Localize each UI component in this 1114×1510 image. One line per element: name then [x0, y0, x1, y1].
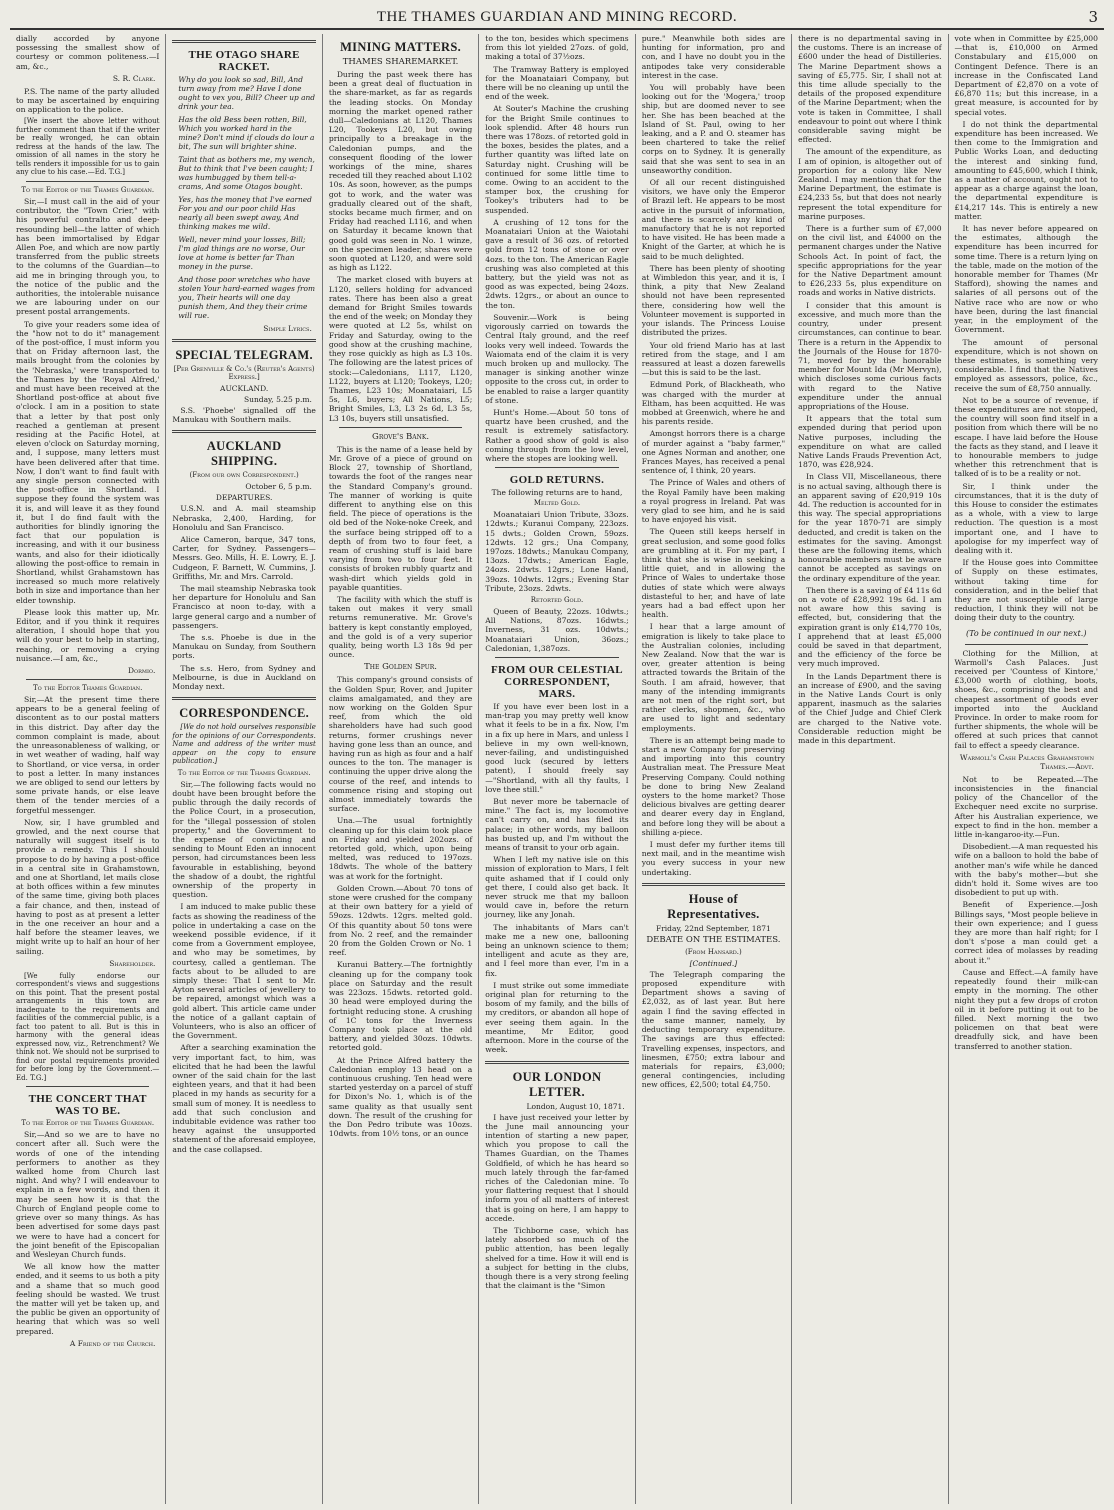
subheading: Grove's Bank.	[372, 431, 430, 442]
paragraph: The mail steamship Nebraska took her departure for Honolulu and San Francisco at noon to-day, with a large general cargo and a number of passengers.	[172, 584, 316, 630]
paragraph: Moanataiari Union Tribute, 33ozs. 12dwts.; Kuranui Company, 223ozs. 15 dwts.; Golden Crown, 59ozs. 12dwts. 12 grs.; Una Company, 197ozs. 18dwts.; Manukau Company, 13ozs. 17dwts.; American Eagle, 24ozs. 2dwts. 12grs.; Lone Hand, 39ozs. 10dwts. 12grs.; Evening Star Tribute, 23ozs. 2dwts.	[485, 510, 629, 593]
paragraph: I have just received your letter by the June mail announcing your intention of starting a new paper, which you propose to call the Thames Guardian, on the Thames Goldfield, of which he has heard so much lately through the far-famed riches of the Caledonian mine. To your flattering request that I should inform you of all matters of interest that is going on here, I am happy to accede.	[485, 1112, 629, 1223]
column-2	[166, 34, 322, 1504]
paragraph: Now, sir, I have grumbled and growled, and the next course that naturally will suggest itself is to provide a remedy. This I should propose to do by having a post-office in a central site in Grahamstown, and one at Shortland, let mails close at both offices within a few minutes of the same time, giving both places a fair chance, and then, instead of having to post as at present a letter in the one receiver an hour and a half before the steamer leaves, we might write up to half an hour of her sailing.	[16, 817, 160, 956]
paragraph: I do not think the departmental expenditure has been increased. We then come to the Immigration and Public Works Loan, and deducting the interest and sinking fund, amounting to £45,600, which I think, as a matter of account, ought not to appear as a charge against the loan, the departmental expenditure is £14,217 14s. This is entirely a new matter.	[954, 119, 1098, 221]
column-6	[792, 34, 948, 1504]
advertisement: Clothing for the Million, at Warmoll's Cash Palaces. Just received per 'Countess of Kintore,' £3,000 worth of clothing, boots, shoes, &c., comprising the best and cheapest assortment of goods ever imported into the Auckland Province. In order to make room for further shipments, the whole will be offered at such prices that cannot fail to effect a speedy clearance.	[954, 648, 1098, 750]
paragraph: You will probably have been looking out for the 'Mogera,' troop ship, but are doomed never to see her. She has been beached at the Island of St. Paul, owing to her leaking, and a P. and O. steamer has been chartered to take the relief corps on to Sydney. It is generally said that she was sent to sea in an unseaworthy condition.	[641, 83, 786, 175]
paragraph: Souvenir.—Work is being vigorously carried on towards the Central Italy ground, and the reef looks very well indeed. Towards the Waiomata end of the claim it is very much broken up and mullocky. The manager is sinking another winze opposite to the cross cut, in order to be enabled to raise a larger quantity of stone.	[485, 312, 629, 405]
paragraph: If the House goes into Committee of Supply on these estimates, without taking time for consideration, and in the belief that they are not susceptible of large reduction, I think they will not be doing their duty to the country.	[954, 558, 1098, 623]
advertisement-signature: Warmoll's Cash Palaces Grahamstown Thames.—Advt.	[959, 752, 1094, 771]
paragraph: The Tichborne case, which has lately absorbed so much of the public attention, has been legally shelved for a time. How it will end is a subject for betting in the clubs, though there is a very strong feeling that the claimant is the "Simon	[485, 1225, 629, 1291]
paragraph: pure." Meanwhile both sides are hunting for information, pro and con, and I have no doubt you in the antipodes take very considerable interest in the case.	[641, 34, 786, 80]
section-heading: OUR LONDON LETTER.	[512, 1069, 602, 1099]
paragraph: There is an attempt being made to start a new Company for preserving and importing into this country Australian meat. The Pressure Meat Preserving Company. Could nothing be done to bring New Zealand oysters to the home market? Those delicious bivalves are getting dearer and dearer every day in England, and before long they will be about a shilling a-piece.	[641, 735, 786, 837]
paragraph: Amongst horrors there is a charge of murder against a "baby farmer," one Agnes Norman and another, one Frances Mayes, has received a penal sentence of, I think, 20 years.	[641, 429, 786, 476]
paragraph: Sir,—And so we are to have no concert after all. Such were the words of one of the intending performers to another as they walked home from Church last night. And why? I will endeavour to explain in a few words, and then it may be seen how it is that the Church of England people come to grieve over so many things. As has been advertised for some days past we were to have had a concert for the joint benefit of the Episcopalian and Wesleyan Church funds.	[16, 1130, 160, 1259]
paragraph: The Prince of Wales and others of the Royal Family have been making a royal progress in Ireland. Pat was very glad to see him, and he is said to have enjoyed his visit.	[641, 478, 786, 525]
paragraph: Kuranui Battery.—The fortnightly cleaning up for the company took place on Saturday and the result was 223ozs. 15dwts. retorted gold. 30 head were employed during the fortnight reducing stone. A crushing of 1C tons for the Inverness Company took place at the old battery, and yielded 30ozs. 10dwts. retorted gold.	[328, 960, 473, 1053]
column-5	[636, 34, 792, 1504]
divider	[26, 1086, 149, 1087]
subheading: THAMES SHAREMARKET.	[342, 57, 459, 67]
paragraph: I consider that this amount is excessive, and much more than the country, under present circumstances, can continue to bear. There is a return in the Appendix to the Journals of the House for 1870-71, moved for by the honorable member for Mount Ida (Mr Mervyn), which discloses some curious facts with regard to the Native expenditure under the annual appropriations of the House.	[798, 300, 942, 411]
signature: Dormio.	[127, 666, 156, 676]
divider	[495, 467, 618, 468]
signature: Shareholder.	[109, 958, 156, 968]
paragraph: At the Prince Alfred battery the Caledonian employ 13 head on a continuous crushing. Ten head were started yesterday on a parcel of stuff for Dixon's No. 1, which is of the same quality as that usually sent down. The result of the crushing for the Don Pedro tribute was 10ozs. 10dwts. from 10½ tons, or an ounce	[328, 1055, 473, 1139]
continued-line: (To be continued in our next.)	[966, 628, 1087, 638]
to-editor-line: To the Editor of the Thames Guardian.	[21, 1119, 155, 1128]
paragraph: Edmund Pork, of Blackheath, who was charged with the murder at Eltham, has been acquitted. He was mobbed at Greenwich, where he and his parents reside.	[641, 380, 786, 427]
source-line: (From Hansard.)	[685, 947, 742, 956]
paragraph: I am induced to make public these facts as showing the readiness of the police in undertaking a case on the weekend possible evidence, if it come from a Government employee, and who may be sometimes, by courtesy, called a gentleman. The facts about to be alluded to are simply these: That I sent to Mr. Ayton several articles of jewellery to be repaired, amongst which was a gold albert. This article came under the notice of a gallant captain of Volunteers, who is also an officer of the Government.	[172, 902, 316, 1041]
paragraph: P.S. The name of the party alluded to may be ascertained by enquiring on application to the police.	[16, 86, 160, 115]
paragraph: Sir, I think under the circumstances, that it is the duty of this House to consider the estimates as a whole, with a view to large reduction. The question is a most important one, and I have to apologise for my imperfect way of dealing with it.	[954, 481, 1098, 555]
paragraph: Cause and Effect.—A family have repeatedly found their milk-can empty in the morning. The other night they put a few drops of croton oil in it before putting it out to be filled. Next morning the two policemen on that beat were dreadfully sick, and have been transferred to another station.	[954, 967, 1098, 1051]
paragraph: A crushing of 12 tons for the Moanataiari Union at the Waiotahi gave a result of 36 ozs. of retorted gold from 12 tons of stone or over 4ozs. to the ton. The American Eagle crushing was also completed at this battery, but the yield was not as good as was expected, being 24ozs. 2dwts. 12grs., or about an ounce to the ton.	[485, 217, 629, 310]
byline: (From our own Correspondent.)	[189, 471, 299, 480]
editor-note: [We fully endorse our correspondent's views and suggestions on this point. That the present postal arrangements in this town are inadequate to the requirements and facilities of the commercial public, is a fact too patent to all. But is this in harmony with the general ideas expressed now, viz., Retrenchment? We think not. We should not be surprised to find our postal requirements provided for before long by the Government.—Ed. T.G.]	[16, 971, 160, 1082]
dateline-place: AUCKLAND.	[220, 384, 269, 393]
page-number: 3	[1088, 8, 1098, 26]
paragraph: Your old friend Mario has at last retired from the stage, and I am reassured at least a dozen farewells—but this is said to be the last.	[641, 340, 786, 378]
paragraph: Not to be Repeated.—The inconsistencies in the financial policy of the Chancellor of the Exchequer need excite no surprise. After his Australian experience, we expect to find in the hon. member a little in-kangaroo-ity.—Fun.	[954, 774, 1098, 840]
paragraph: The s.s. Phoebe is due in the Manukau on Sunday, from Southern ports.	[172, 633, 316, 661]
poem-stanza: Yes, has the money that I've earned For you and our poor child Has nearly all been swept away, And thinking makes me wild.	[178, 195, 312, 231]
paragraph: But never more be tabernacle of mine." The fact is, my locomotive can't carry on, and has filed its palace; in other words, my balloon has busted up, and I'm without the means of transit to your orb again.	[485, 797, 629, 853]
divider	[172, 40, 315, 43]
column-7	[949, 34, 1104, 1504]
paragraph: Sir,—The following facts would no doubt have been brought before the public through the daily records of the Police Court, in a prosecution, for the "illegal possession of stolen property," and the Government to the expense of convicting and sending to Mount Eden an innocent person, had circumstances been less favourable in establishing, beyond the shadow of a doubt, the rightful ownership of the property in question.	[172, 779, 316, 900]
divider	[339, 427, 462, 428]
dateline: Sunday, 5.25 p.m.	[243, 395, 312, 404]
section-heading: THE CONCERT THAT WAS TO BE.	[28, 1093, 147, 1118]
paragraph: U.S.N. and A. mail steamship Nebraska, 2,400, Harding, for Honolulu and San Francisco.	[172, 504, 316, 532]
divider	[26, 679, 149, 680]
paragraph: In the Lands Department there is an increase of £900, and the saving in the Native Lands Court is only apparent, inasmuch as the salaries of the Chief Judge and Chief Clerk are charged to the Native vote. Considerable reduction might be made in this department.	[798, 671, 942, 746]
paragraph: Queen of Beauty, 22ozs. 10dwts.; All Nations, 87ozs. 16dwts.; Inverness, 31 ozs. 10dwts.; Moanataiari Union, 36ozs.; Caledonian, 1,387ozs.	[485, 606, 629, 653]
paragraph: Then there is a saving of £4 11s 6d on a vote of £28,992 19s 6d. I am not aware how this saving is effected, but, considering that the expiration grant is only £14,770 10s, I apprehend that at least £5,000 could be saved in that department, and the efficiency of the force be very much improved.	[798, 585, 942, 669]
paragraph: The amount of personal expenditure, which is not shown on these estimates, is something very considerable. I find that the Natives employed as assessors, police, &c., receive the sum of £8,750 annually.	[954, 337, 1098, 393]
disclaimer: [We do not hold ourselves responsible for the opinions of our Correspondents. Name and address of the writer must appear on the copy to ensure publication.]	[172, 723, 316, 766]
divider	[26, 181, 149, 182]
paragraph: The Telegraph comparing the proposed expenditure with Department shows a saving of £2,032, as of last year. But here again I find the saving effected in the same manner, namely, by deducting temporary expenditure. The savings are thus effected: Travelling expenses, inspectors, and linesmen, £750; extra labour and materials for repairs, £3,000; general contingencies, including new offices, £2,500; total £4,750.	[641, 969, 786, 1090]
section-heading: AUCKLAND SHIPPING.	[206, 439, 282, 469]
subheading: DEPARTURES.	[215, 493, 273, 503]
paragraph: There has been plenty of shooting at Wimbledon this year, and it is, I think, a pity that New Zealand should not have been represented there, considering how well the Volunteer movement is supported in your islands. The Princess Louise distributed the prizes.	[641, 263, 786, 338]
divider	[172, 430, 315, 433]
section-heading: CORRESPONDENCE.	[179, 706, 310, 721]
divider	[642, 883, 785, 886]
paragraph: Alice Cameron, barque, 347 tons, Carter, for Sydney. Passengers—Messrs. Geo. Mills, H. E. Lowry, E. J. Cudgeon, F. Barnett, W. Cummins, J. Griffiths, Mr. and Mrs. Carrold.	[172, 535, 316, 581]
column-1	[10, 34, 166, 1504]
column-3	[323, 34, 479, 1504]
paragraph: The inhabitants of Mars can't make me a new one, ballooning being an unknown science to them; intelligent and acute as they are, and I feel more than ever, I'm in a fix.	[485, 922, 629, 978]
paragraph: When I left my native isle on this mission of exploration to Mars, I felt quite ashamed that if I could only get there, I could also get back. It never struck me that my balloon would cave in, before the return journey, like any Jonah.	[485, 855, 629, 920]
paragraph: Benefit of Experience.—Josh Billings says, "Most people believe in their own experience; and I guess they are more than half right; for I don't s'pose a man could get a correct idea of molasses by reading about it."	[954, 900, 1098, 965]
paragraph: At Souter's Machine the crushing for the Bright Smile continues to look splendid. After 48 hours run there was 178ozs. of retorted gold in the boxes, besides the plates, and a further quantity was lifted late on Saturday night. Crushing will be continued for some little time to come. Owing to an accident to the stamper box, the crushing for Tookey's tributers had to be suspended.	[485, 104, 629, 215]
paragraph: Una.—The usual fortnightly cleaning up for this claim took place on Friday and yielded 202ozs. of retorted gold, which, upon being melted, was reduced to 197ozs. 18dwts. The whole of the battery was at work for the fortnight.	[328, 816, 473, 881]
dateline: London, August 10, 1871.	[526, 1101, 625, 1111]
section-heading: MINING MATTERS.	[340, 40, 462, 54]
paragraph: This company's ground consists of the Golden Spur, Rover, and Jupiter claims amalgamated, and they are now working on the Golden Spur reef, from which the old shareholders have had such good returns, former crushings never having gone less than an ounce, and having run as high as four and a half ounces to the ton. The manager is continuing the upper drive along the course of the reef, and intends to commence rising and stoping out almost immediately towards the surface.	[328, 675, 473, 814]
paragraph: If you have ever been lost in a man-trap you may pretty well know what it feels to be in a fix. Now, I'm in a fix up here in Mars, and unless I believe in my own well-known, never-failing, and undistinguished good luck (secured by letters patent), I should freely say—"Shortland, with all thy faults, I love thee still."	[485, 701, 629, 794]
divider	[172, 339, 315, 342]
dateline: Friday, 22nd September, 1871	[655, 923, 771, 933]
to-editor-line: To the Editor Thames Guardian.	[33, 684, 143, 693]
paragraph: The Tramway Battery is employed for the Moanataiari Company, but there will be no cleaning up until the end of the week.	[485, 64, 629, 102]
poem-stanza: And those poor wretches who have stolen Your hard-earned wages from you, Their hearts will one day punish them, And they their crime will rue.	[178, 275, 315, 320]
paragraph: In Class VII, Miscellaneous, there is no actual saving, although there is an apparent saving of £20,919 10s 4d. The reduction is accounted for in this way. The special appropriations for the year 1870-71 are simply deducted, and credit is taken on the estimates for the saving. Amongst these are the following items, which honourable members must be aware cannot be accepted as savings on the ordinary expenditure of the year.	[798, 472, 942, 583]
paragraph: It has never before appeared on the estimates, although the expenditure has been incurred for some time. There is a return lying on the table, made on the motion of the honorable member for Thames (Mr Stafford), showing the names and salaries of all persons out of the Native race who are now or who have been, during the last financial year, in the employment of the Government.	[954, 224, 1098, 335]
poem-heading: THE OTAGO SHARE RACKET.	[188, 49, 300, 73]
paragraph: The market closed with buyers at L120, sellers holding for advanced rates. There has been also a great demand for Bright Smiles towards the end of the week; on Monday they were quoted at L2 5s, whilst on Friday and Saturday, owing to the good show at the crushing machine, they rose quickly as high as L3 10s. The following are the latest prices of stock:—Caledonians, L117, L120, L122, buyers at L120; Tookeys, L20; Thames, L23 10s; Moanataiari, L5 5s, L6, buyers; All Nations, L5; Bright Smiles, L3, L3 2s 6d, L3 5s, L3 10s, buyers still unsatisfied.	[328, 275, 473, 423]
paragraph: The facility with which the stuff is taken out makes it very small returns remunerative. Mr. Grove's battery is kept constantly employed, and the gold is of a very superior quality, being worth L3 18s 9d per ounce.	[328, 594, 473, 660]
paragraph: I must strike out some immediate original plan for returning to the bosom of my family, and the bills of my creditors, or abandon all hope of ever seeing them again. In the meantime, Mr Editor, good afternoon. More in the course of the week.	[485, 980, 629, 1055]
signature: A Friend of the Church.	[69, 1338, 156, 1348]
paragraph: Of all our recent distinguished visitors, we have only the Emperor of Brazil left. He appears to be most active in the pursuit of information, and there is scarcely any kind of manufactory that he is not reported to have visited. He has been made a Knight of the Garter, at which he is said to be much delighted.	[641, 178, 786, 261]
paragraph: During the past week there has been a great deal of fluctuation in the share-market, as far as regards the leading stocks. On Monday morning the market opened rather dull—Caledonians at L120, Thames L20, Tookeys L20, but owing principally to a breakage in the Caledonian pumps, and the consequent flooding of the lower workings of the mine, shares receded till they reached about L102 10s. As soon, however, as the pumps got to work, and the water was gradually cleared out of the shaft, stocks became much firmer, and on Friday had reached L116, and when on Saturday it became known that good gold was seen in No. 1 winze, on the specimen leader, shares were soon quoted at L120, and were sold as high as L122.	[328, 70, 473, 273]
paragraph: Not to be a source of revenue, if these expenditures are not stopped, the country will soon find itself in a position from which there will be no escape. I have laid before the House the facts as they stand, and I leave it to honourable members to judge whether this retrenchment that is talked of is to be a reality or not.	[954, 395, 1098, 479]
column-4	[479, 34, 635, 1504]
subheading: The Golden Spur.	[364, 662, 437, 673]
paragraph: vote when in Committee by £25,000—that is, £10,000 on Armed Constabulary and £15,000 on Contingent Defence. There is an increase in the Confiscated Land Department of £2,870 on a vote of £6,870 11s; but this increase, in a great measure, is accounted for by special votes.	[954, 34, 1098, 117]
subheading: Retorted Gold.	[530, 595, 584, 604]
paragraph: Sir,—I must call in the aid of your contributor, the "Town Crier," with his powerful contralto and deep-resounding bell—the latter of which has been immortalised by Edgar Allen Poe, and which are now partly transferred from the public streets to the columns of the Guardian—to aid me in bringing through you, to the notice of the public and the authorities, the intolerable nuisance we are labouring under on our present postal arrangements.	[16, 196, 160, 317]
paragraph: I hear that a large amount of emigration is likely to take place to the Australian colonies, including New Zealand. Now that the war is over, greater attention is being attracted towards the Britain of the South. I am afraid, however, that many of the intending immigrants are not men of the right sort, but rather clerks, shopmen, &c., who are used to light and sedentary employments.	[641, 622, 786, 733]
signature: S. R. Clark.	[112, 73, 156, 83]
agency-line: [Per Grenville & Co.'s (Reuter's Agents) Express.]	[173, 365, 315, 381]
section-heading: FROM OUR CELESTIAL CORRESPONDENT, MARS.	[491, 663, 623, 700]
subheading: Melted Gold.	[533, 499, 581, 508]
divider	[495, 657, 618, 658]
poem-stanza: Has the old Bess been rotten, Bill, Which you worked hard in the mine? Don't mind if clouds do lour a bit, The sun will brighter shine.	[178, 115, 315, 151]
poem-stanza: Why do you look so sad, Bill, And turn away from me? Have I done ought to vex you, Bill? Cheer up and drink your tea.	[178, 75, 315, 111]
paragraph: Golden Crown.—About 70 tons of stone were crushed for the company at their own battery for a yield of 59ozs. 12dwts. 12grs. melted gold. Of this quantity about 50 tons were from No. 2 reef, and the remainder 20 from the Golden Crown or No. 1 reef.	[328, 883, 473, 958]
paragraph: to the ton, besides which specimens from this lot yielded 27ozs. of gold, making a total of 37½ozs.	[485, 34, 629, 62]
subheading: The following returns are to hand,	[491, 488, 623, 498]
paragraph: S.S. 'Phoebe' signalled off the Manukau with Southern mails.	[172, 406, 316, 425]
section-heading: GOLD RETURNS.	[509, 474, 605, 487]
editor-note: [We insert the above letter without further comment than that if the writer be really wronged, he can obtain redress at the hands of the law. The omission of all names in the story he tells renders it impossible for us to gain any clue to his case.—Ed. T.G.]	[16, 117, 160, 177]
paragraph: Disobedient.—A man requested his wife on a balloon to hold the babe of another man's wife while he danced with the baby's mother—but she didn't hold it. Some wives are too disobedient to put up with.	[954, 842, 1098, 898]
divider	[172, 697, 315, 700]
paragraph: The s.s. Hero, from Sydney and Melbourne, is due in Auckland on Monday next.	[172, 663, 316, 692]
dateline: October 6, 5 p.m.	[245, 482, 312, 492]
paragraph: Please look this matter up, Mr. Editor, and if you think it requires alteration, I should hope that you will do your best to help in starting, reaching, or removing a crying nuisance.—I am, &c.,	[16, 607, 160, 663]
divider	[485, 1061, 628, 1064]
paragraph: It appears that the total sum expended during that period upon Native purposes, including the expenditure on what are called Native Lands Frauds Prevention Act, 1870, was £28,924.	[798, 414, 942, 470]
paragraph: The amount of the expenditure, as I am of opinion, is altogether out of proportion for a colony like New Zealand. I may mention that for the Marine Department, the estimate is £24,233 5s, but that does not nearly represent the total expenditure for marine purposes.	[798, 147, 942, 221]
paragraph: dially accorded by anyone possessing the smallest show of courtesy or common politeness.—I am, &c.,	[16, 34, 160, 71]
paragraph: We all know how the matter ended, and it seems to us both a pity and a shame that so much good feeling should be wasted. We trust the matter will yet be taken up, and the public be given an opportunity of hearing that which was so well prepared.	[16, 1262, 160, 1336]
to-editor-line: To the Editor of the Thames Guardian.	[177, 768, 311, 777]
poem-stanza: Taint that as bothers me, my wench, But to think that I've been caught; I was humbugged by them tell-a-crams, And some Otagos bought.	[178, 155, 315, 191]
paragraph: This is the name of a lease held by Mr. Grove of a piece of ground on Block 27, township of Shortland, towards the foot of the ranges near the Standard Company's ground. The manner of working is quite different to anything else on this field. The piece of operations is the old bed of the Noke-noke Creek, and the surface being stripped off to a depth of from two to four feet, a ream of crushing stuff is laid bare varying from two to four feet. It consists of broken rubbly quartz and wash-dirt which yields gold in payable quantities.	[328, 444, 473, 592]
masthead	[10, 6, 1104, 30]
columns	[10, 34, 1104, 1504]
continued-line: [Continued.]	[689, 958, 738, 968]
to-editor-line: To the Editor of the Thames Guardian.	[21, 185, 155, 194]
section-heading: House of Representatives.	[667, 891, 760, 921]
poem-signature: Simple Lyrics.	[263, 324, 312, 333]
paragraph: There is a further sum of £7,000 on the civil list, and £4000 on the permanent charges under the Native Schools Act. In point of fact, the specific appropriations for the year for the Native Department amount to £26,233 5s, plus expenditure on roads and works in Native districts.	[798, 224, 942, 298]
paragraph: To give your readers some idea of the "how not to do it" management of the post-office, I must inform you that on Friday afternoon last, the mails brought from the colonies by the 'Nebraska,' were transported to the Thames by the 'Royal Alfred,' and must have been received at the Shortland post-office at about five o'clock. I am in a position to state that a letter by that post only reached a gentleman at present residing at the Pacific Hotel, at eleven o'clock on Saturday morning, and, I suppose, many letters must have been delivered after that time. Now, I don't want to find fault with any single person connected with the post-office in Shortland. I suppose they found the system was it is, and will leave it as they found it, but I do find fault with the authorities for blindly ignoring the fact that our population is increasing, and with it our business wants, and also for their idiotically allowing the post-office to remain in Shortland, whilst Grahamstown has increased so much more relatively both in size and importance than her elder township.	[16, 319, 160, 605]
paragraph: Hunt's Home.—About 50 tons of quartz have been crushed, and the result is extremely satisfactory. Rather a good show of gold is also coming through from the low level, where the stopes are looking well.	[485, 407, 629, 463]
subheading: DEBATE ON THE ESTIMATES.	[646, 934, 781, 945]
divider	[965, 644, 1088, 645]
section-heading: SPECIAL TELEGRAM.	[175, 348, 313, 362]
newspaper-title: THE THAMES GUARDIAN AND MINING RECORD.	[376, 8, 738, 25]
poem-stanza: Well, never mind your losses, Bill; I'm glad things are no worse, Our love at home is better far Than money in the purse.	[178, 235, 306, 271]
paragraph: Sir,—At the present time there appears to be a general feeling of discontent as to our postal matters in this district. Day after day the common complaint is made, about the unreasonableness of walking, or in wet weather of wading, half way to Shortland, or vice versa, in order to post a letter. In many instances we are obliged to send our letters by some private hands, or else leave them of the tender mercies of a forgetful messenger.	[16, 695, 160, 815]
paragraph: I must defer my further items till next mail, and in the meantime wish you every success in your new undertaking.	[641, 840, 786, 877]
paragraph: After a searching examination the very important fact, to him, was elicited that he had been the lawful owner of the said chain for the last eighteen years, and that it had been placed in my hands as security for a small sum of money. It is needless to add that such conclusion and indubitable evidence was rather too heavy against the unsupported statement of the aforesaid employee, and the case collapsed.	[172, 1043, 316, 1154]
paragraph: there is no departmental saving in the customs. There is an increase of £600 under the head of Distilleries. The Marine Department shows a saving of £5,775. Sir, I shall not at this time allude specially to the details of the proposed expenditure of the Marine Department; when the vote is taken in Committee, I shall endeavour to point out where I think considerable saving might be effected.	[798, 34, 942, 145]
poem	[172, 75, 315, 320]
paragraph: The Queen still keeps herself in great seclusion, and some good folks are grumbling at it. For my part, I think that she is wise in seeking a little quiet, and in allowing the Prince of Wales to undertake those duties of state which were always distasteful to her, and have of late years had a bad effect upon her health.	[641, 527, 786, 620]
